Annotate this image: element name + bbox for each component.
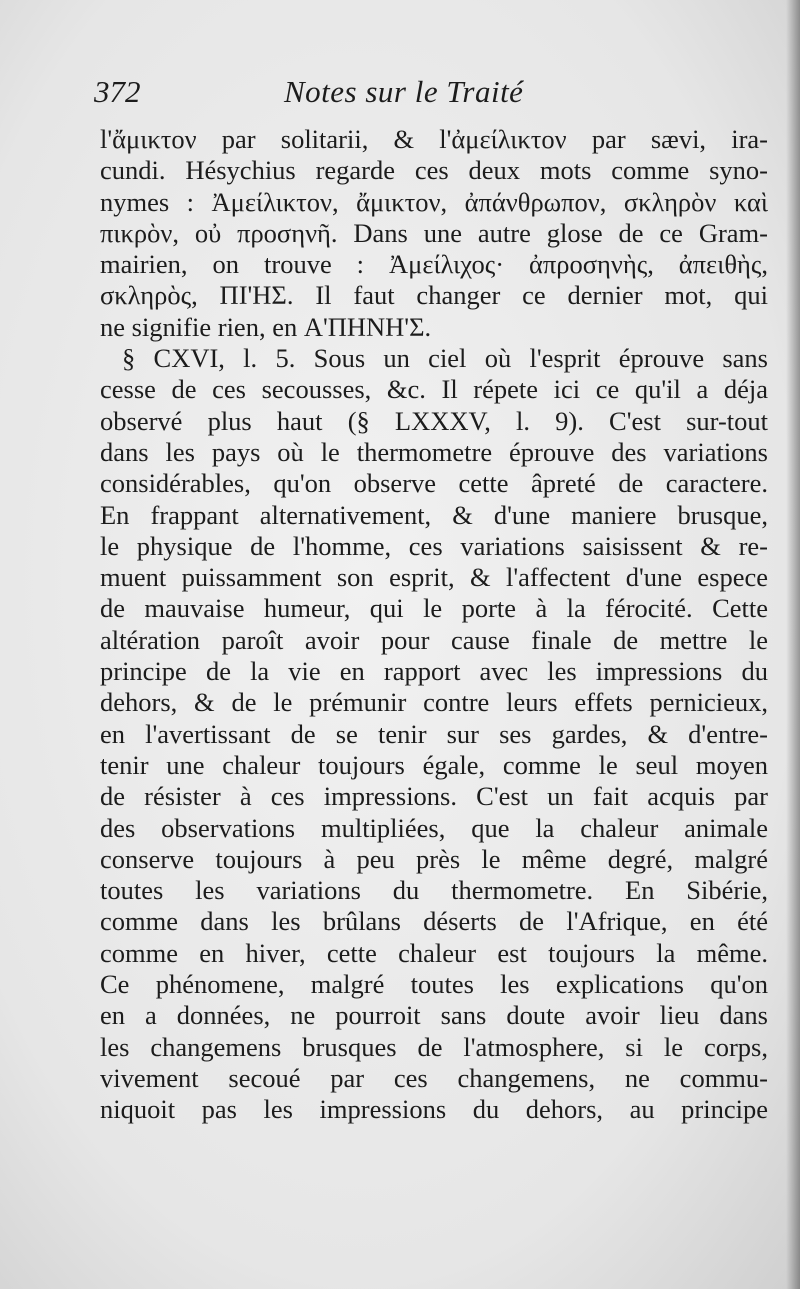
text-line: πικρὸν, οὐ προσηνῆ. Dans une autre glose de ce Gram- [100, 217, 768, 248]
text-line: considérables, qu'on observe cette âpreté de caractere. [100, 468, 768, 499]
text-line: en l'avertissant de se tenir sur ses gardes, & d'entre- [100, 718, 768, 749]
text-line: toutes les variations du thermometre. En Sibérie, [100, 875, 768, 906]
text-line: niquoit pas les impressions du dehors, au principe [100, 1094, 768, 1125]
text-line: comme dans les brûlans déserts de l'Afrique, en été [100, 906, 768, 937]
page-number: 372 [94, 74, 141, 109]
text-line: vivement secoué par ces changemens, ne commu- [100, 1062, 768, 1093]
text-line: de résister à ces impressions. C'est un fait acquis par [100, 781, 768, 812]
text-line: de mauvaise humeur, qui le porte à la férocité. Cette [100, 593, 768, 624]
page-edge-shadow [786, 0, 800, 1289]
text-line: dans les pays où le thermometre éprouve des variations [100, 436, 768, 467]
text-line: conserve toujours à peu près le même degré, malgré [100, 843, 768, 874]
text-line: § CXVI, l. 5. Sous un ciel où l'esprit éprouve sans [122, 343, 768, 374]
text-line: dehors, & de le prémunir contre leurs effets pernicieux, [100, 687, 768, 718]
text-line: En frappant alternativement, & d'une maniere brusque, [100, 499, 768, 530]
text-line: nymes : Ἀμείλικτον, ἄμικτον, ἀπάνθρωπον, σκληρὸν καὶ [100, 186, 768, 217]
text-line: muent puissamment son esprit, & l'affectent d'une espece [100, 562, 768, 593]
text-line: mairien, on trouve : Ἀμείλιχος· ἀπροσηνὴς, ἀπειθὴς, [100, 249, 768, 280]
text-line: des observations multipliées, que la chaleur animale [100, 812, 768, 843]
text-line: altération paroît avoir pour cause finale de mettre le [100, 624, 768, 655]
text-line: en a données, ne pourroit sans doute avoir lieu dans [100, 1000, 768, 1031]
body-text [100, 124, 768, 1126]
text-line: cesse de ces secousses, &c. Il répete ici ce qu'il a déja [100, 374, 768, 405]
text-line: tenir une chaleur toujours égale, comme le seul moyen [100, 749, 768, 780]
text-line: Ce phénomene, malgré toutes les explications qu'on [100, 969, 768, 1000]
text-line: ne signifie rien, en Α'ΠΗΝΗ'Σ. [100, 311, 432, 342]
text-line: comme en hiver, cette chaleur est toujours la même. [100, 937, 768, 968]
text-line: le physique de l'homme, ces variations saisissent & re- [100, 530, 768, 561]
running-title: Notes sur le Traité [284, 74, 524, 109]
text-line: observé plus haut (§ LXXXV, l. 9). C'est sur-tout [100, 405, 768, 436]
text-line: cundi. Hésychius regarde ces deux mots comme syno- [100, 155, 768, 186]
text-line: principe de la vie en rapport avec les impressions du [100, 656, 768, 687]
text-line: l'ἄμικτον par solitarii, & l'ἀμείλικτον par sævi, ira- [100, 124, 768, 154]
text-line: σκληρὸς, ΠΙ'ΗΣ. Il faut changer ce dernier mot, qui [100, 280, 768, 311]
page-header [94, 70, 734, 114]
text-line: les changemens brusques de l'atmosphere, si le corps, [100, 1031, 768, 1062]
